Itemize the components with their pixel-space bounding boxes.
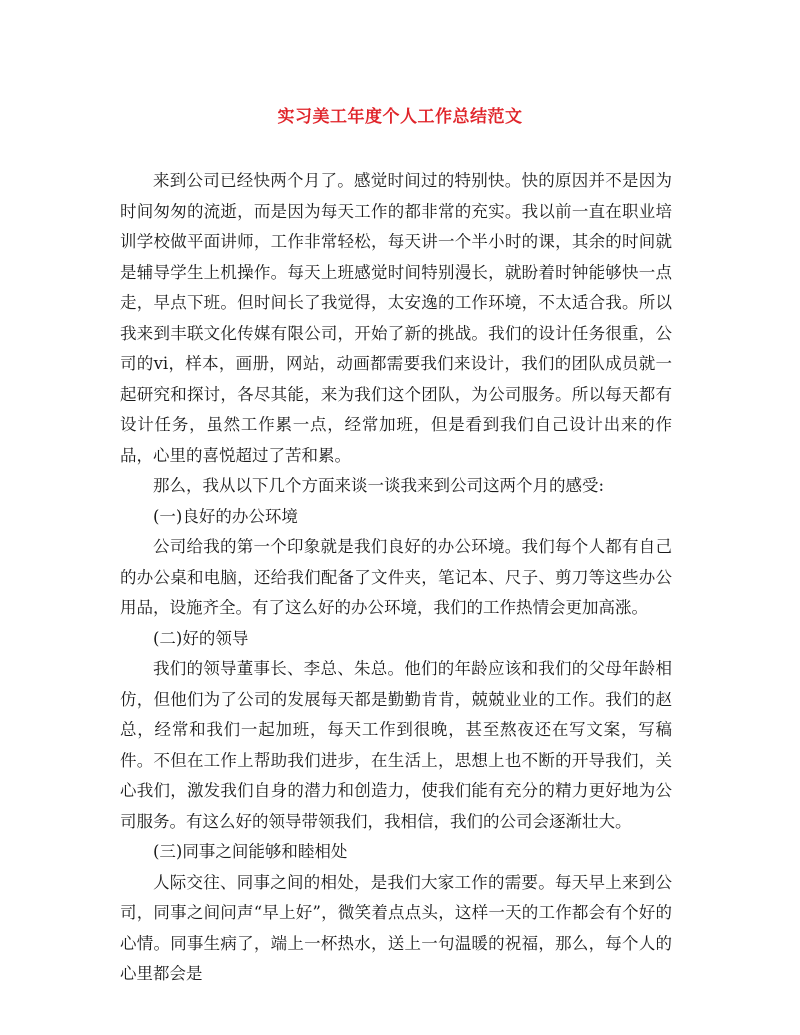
paragraph-intro: 来到公司已经快两个月了。感觉时间过的特别快。快的原因并不是因为时间匆匆的流逝，而是因为每天工作的都非常的充实。我以前一直在职业培训学校做平面讲师，工作非常轻松，每天讲一个半小时的课，其余的时间就是辅导学生上机操作。每天上班感觉时间特别漫长，就盼着时钟能够快一点走，早点下班。但时间长了我觉得，太安逸的工作环境，不太适合我。所以我来到丰联文化传媒有限公司，开始了新的挑战。我们的设计任务很重，公司的vi，样本，画册，网站，动画都需要我们来设计，我们的团队成员就一起研究和探讨，各尽其能，来为我们这个团队，为公司服务。所以每天都有设计任务，虽然工作累一点，经常加班，但是看到我们自己设计出来的作品，心里的喜悦超过了苦和累。 <box>120 171 672 465</box>
paragraph-overview: 那么，我从以下几个方面来谈一谈我来到公司这两个月的感受: <box>153 476 605 495</box>
paragraph-leadership: 我们的领导董事长、李总、朱总。他们的年龄应该和我们的父母年龄相仿，但他们为了公司的发展每天都是勤勤肯肯，兢兢业业的工作。我们的赵总，经常和我们一起加班，每天工作到很晚，甚至熬夜还在写文案，写稿件。不但在工作上帮助我们进步，在生活上，思想上也不断的开导我们，关心我们，激发我们自身的潜力和创造力，使我们能有充分的精力更好地为公司服务。有这么好的领导带领我们，我相信，我们的公司会逐渐壮大。 <box>120 659 672 831</box>
section-heading-leadership: (二)好的领导 <box>153 628 249 648</box>
section-heading-office-environment: (一)良好的办公环境 <box>153 506 298 526</box>
section-heading-colleagues: (三)同事之间能够和睦相处 <box>153 842 348 861</box>
document-title: 实习美工年度个人工作总结范文 <box>277 107 523 127</box>
paragraph-office-environment: 公司给我的第一个印象就是我们良好的办公环境。我们每个人都有自己的办公桌和电脑，还给我们配备了文件夹，笔记本、尺子、剪刀等这些办公用品，设施齐全。有了这么好的办公环境，我们的工作热情会更加高涨。 <box>120 537 672 617</box>
paragraph-colleagues: 人际交往、同事之间的相处，是我们大家工作的需要。每天早上来到公司，同事之间问声“早上好”，微笑着点点头，这样一天的工作都会有个好的心情。同事生病了，端上一杯热水，送上一句温暖的祝福，那么，每个人的心里都会是 <box>120 872 672 983</box>
document-body <box>120 166 672 990</box>
